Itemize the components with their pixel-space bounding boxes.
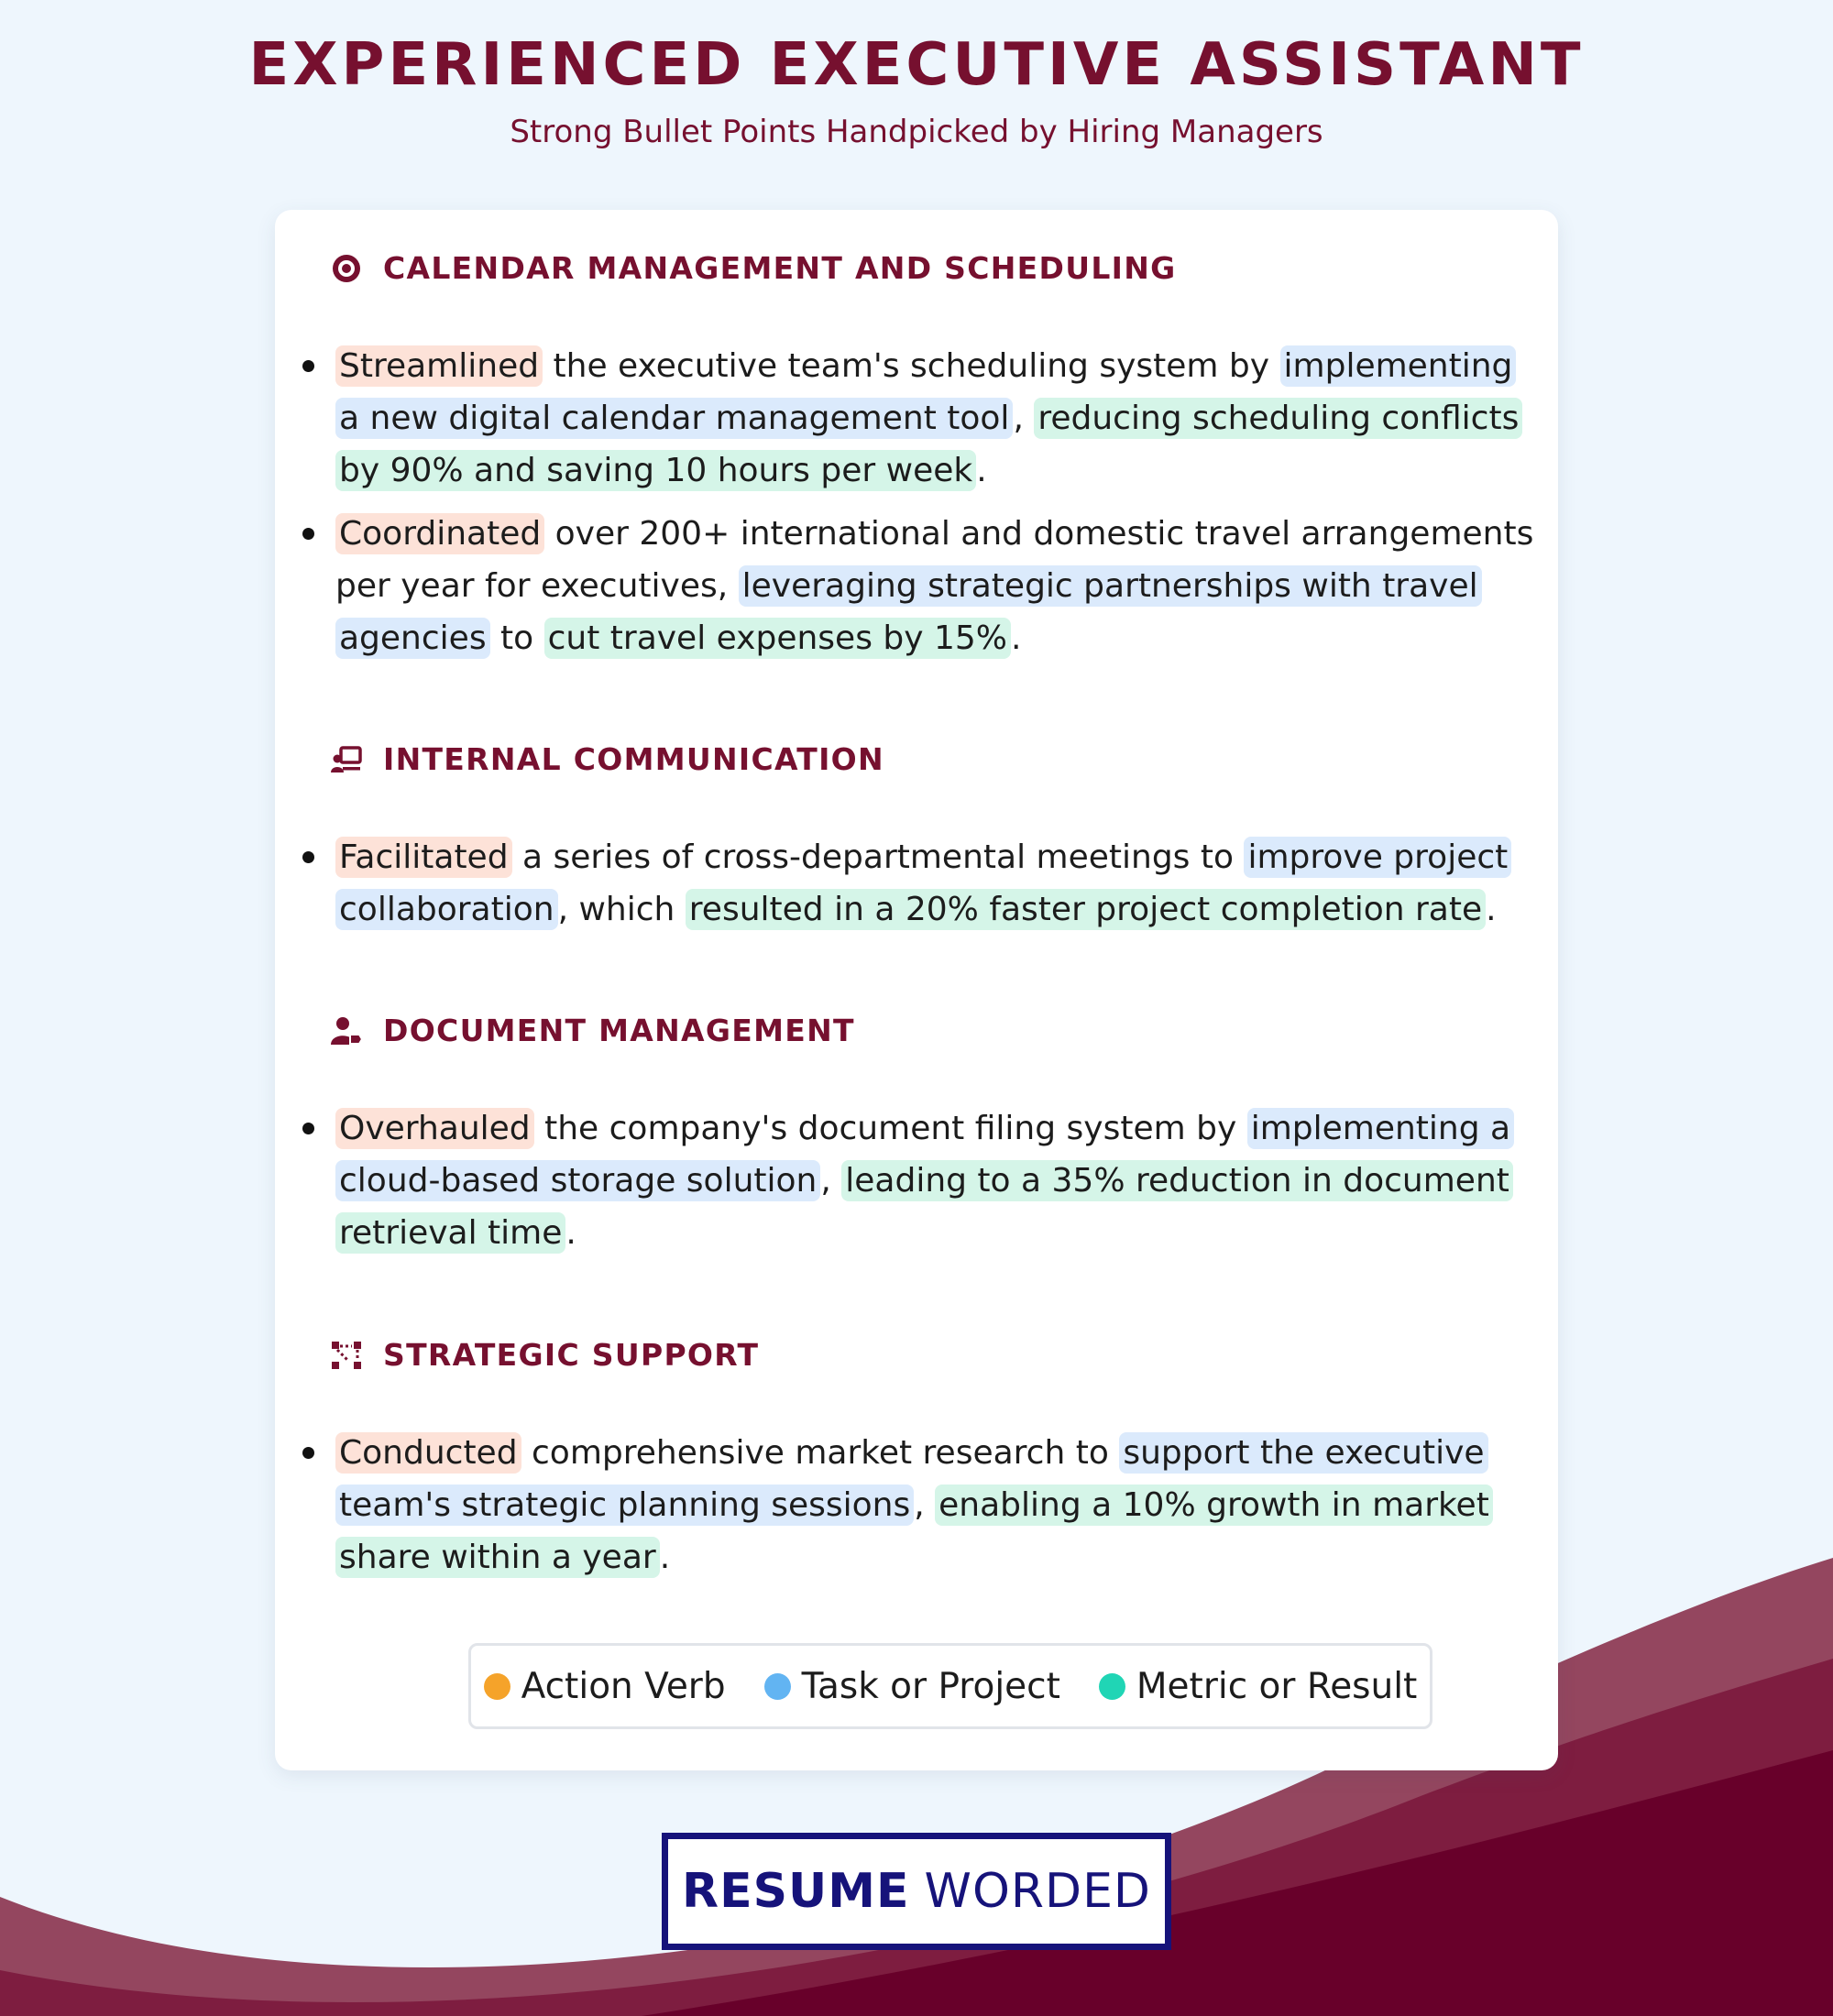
metric-or-result: reducing scheduling conflicts by 90% and saving 10 hours per week — [335, 398, 1522, 491]
bullet-item — [275, 1102, 1558, 1259]
task-or-project: improve project collaboration — [335, 837, 1511, 930]
strategy-icon — [330, 1339, 363, 1372]
teal-dot-icon — [1099, 1673, 1125, 1700]
bullet-dot — [302, 528, 314, 540]
section-title: STRATEGIC SUPPORT — [383, 1337, 760, 1373]
bullet-text: , — [914, 1486, 936, 1524]
bullet-text: the company's document filing system by — [533, 1110, 1247, 1147]
bullet-text: , — [820, 1162, 842, 1200]
legend-metric-result — [1099, 1666, 1417, 1707]
blue-dot-icon — [764, 1673, 791, 1700]
section-heading-calendar — [330, 250, 1177, 286]
presentation-icon — [330, 743, 363, 776]
highlight-legend — [468, 1643, 1432, 1729]
page-title: EXPERIENCED EXECUTIVE ASSISTANT — [248, 31, 1585, 99]
bullet-text: . — [1011, 619, 1022, 657]
bullet-text: . — [565, 1214, 576, 1252]
bullet-dot — [302, 851, 314, 863]
legend-task-project — [764, 1666, 1060, 1707]
bullet-text: , — [1013, 400, 1035, 437]
bullet-dot — [302, 1123, 314, 1134]
bullet-list-document-management — [275, 1102, 1558, 1270]
bullet-text: over 200+ international and domestic travel arrangements per year for executives, — [335, 515, 1534, 605]
legend-label: Task or Project — [801, 1665, 1060, 1707]
bullet-item — [275, 508, 1558, 664]
user-tag-icon — [330, 1014, 363, 1047]
bullet-text: , which — [557, 891, 686, 928]
target-icon — [330, 252, 363, 285]
logo-text-bold: RESUME — [682, 1864, 910, 1919]
action-verb: Overhauled — [335, 1108, 534, 1149]
action-verb: Coordinated — [335, 513, 544, 554]
bullet-text: . — [976, 452, 987, 489]
task-or-project: leveraging strategic partnerships with travel agencies — [335, 565, 1482, 659]
bullet-points-card — [275, 210, 1558, 1770]
page-subtitle: Strong Bullet Points Handpicked by Hiring Managers — [510, 114, 1323, 150]
bullet-text: . — [1486, 891, 1497, 928]
metric-or-result: resulted in a 20% faster project completion rate — [686, 889, 1486, 930]
task-or-project: implementing a new digital calendar management tool — [335, 345, 1516, 439]
bullet-dot — [302, 360, 314, 372]
orange-dot-icon — [484, 1673, 510, 1700]
bullet-text: to — [489, 619, 544, 657]
metric-or-result: leading to a 35% reduction in document retrieval time — [335, 1160, 1513, 1254]
bullet-item — [275, 1427, 1558, 1583]
section-heading-internal-communication — [330, 741, 884, 777]
section-heading-strategic-support — [330, 1337, 759, 1373]
bullet-dot — [302, 1447, 314, 1459]
bullet-text: comprehensive market research to — [521, 1434, 1120, 1472]
bullet-text: . — [659, 1539, 671, 1576]
section-heading-document-management — [330, 1013, 855, 1048]
section-title: CALENDAR MANAGEMENT AND SCHEDULING — [383, 250, 1177, 286]
metric-or-result: enabling a 10% growth in market share within a year — [335, 1485, 1493, 1578]
legend-label: Metric or Result — [1136, 1665, 1418, 1707]
action-verb: Conducted — [335, 1432, 521, 1474]
legend-action-verb — [484, 1666, 726, 1707]
bullet-list-strategic-support — [275, 1427, 1558, 1594]
metric-or-result: cut travel expenses by 15% — [544, 618, 1011, 659]
task-or-project: support the executive team's strategic planning sessions — [335, 1432, 1488, 1526]
bullet-list-internal-communication — [275, 831, 1558, 947]
bullet-text: the executive team's scheduling system by — [543, 347, 1280, 385]
bullet-item — [275, 831, 1558, 936]
logo-text-light: WORDED — [924, 1864, 1151, 1919]
bullet-item — [275, 340, 1558, 497]
resume-worded-logo — [662, 1833, 1171, 1950]
action-verb: Streamlined — [335, 345, 543, 387]
section-title: DOCUMENT MANAGEMENT — [383, 1013, 855, 1048]
task-or-project: implementing a cloud-based storage solution — [335, 1108, 1514, 1201]
bullet-list-calendar — [275, 340, 1558, 675]
section-title: INTERNAL COMMUNICATION — [383, 741, 884, 777]
action-verb: Facilitated — [335, 837, 512, 878]
bullet-text: a series of cross-departmental meetings to — [511, 838, 1245, 876]
legend-label: Action Verb — [521, 1665, 726, 1707]
